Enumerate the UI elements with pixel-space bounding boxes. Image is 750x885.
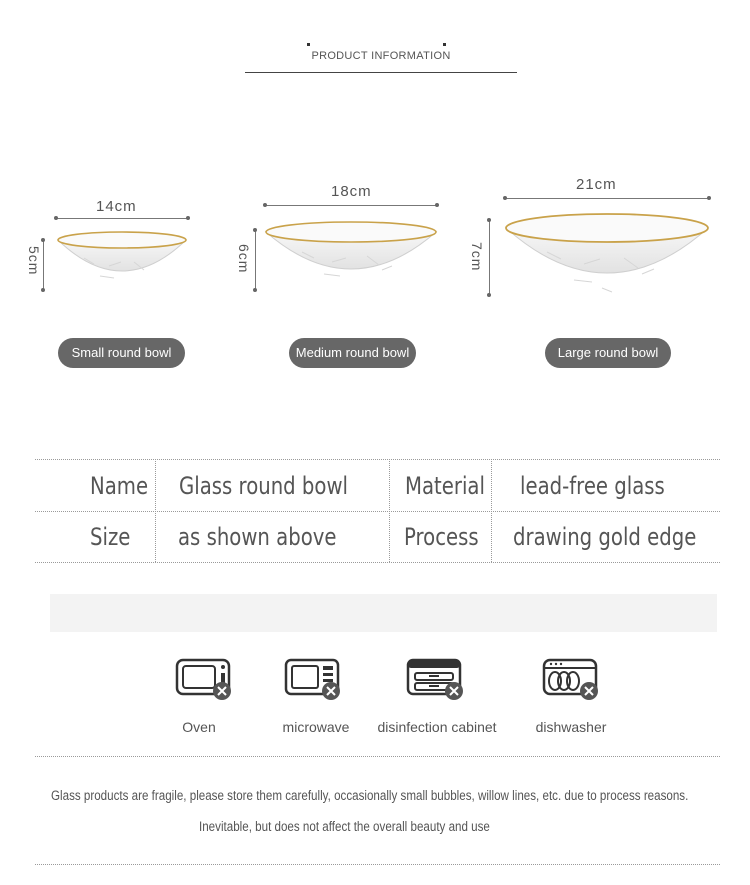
- microwave-icon: [284, 657, 344, 703]
- dishwasher-icon: [541, 657, 603, 703]
- spec-label-name: Name: [90, 472, 149, 500]
- spec-value-process: drawing gold edge: [513, 523, 697, 551]
- small-bowl-image: [54, 228, 190, 294]
- title-underline: [245, 72, 517, 73]
- care-note-continued: Inevitable, but does not affect the overall beauty and use: [199, 819, 490, 834]
- dim-endpoint: [41, 288, 45, 292]
- care-note: Glass products are fragile, please store them carefully, occasionally small bubbles, willow lines, etc. due to process reasons.: [51, 788, 689, 803]
- section-title: PRODUCT INFORMATION: [311, 50, 451, 62]
- dim-endpoint: [54, 216, 58, 220]
- small-bowl-width-line: [56, 218, 188, 219]
- table-divider: [35, 511, 720, 512]
- table-divider: [35, 459, 720, 460]
- section-divider: [35, 756, 720, 757]
- large-bowl-image: [502, 208, 712, 302]
- medium-bowl-width-line: [265, 205, 437, 206]
- spec-label-size: Size: [90, 523, 131, 551]
- medium-bowl-badge: Medium round bowl: [289, 338, 416, 368]
- dim-endpoint: [503, 196, 507, 200]
- microwave-label: microwave: [282, 719, 350, 735]
- small-bowl-badge: Small round bowl: [58, 338, 185, 368]
- dim-endpoint: [253, 288, 257, 292]
- large-bowl-badge: Large round bowl: [545, 338, 671, 368]
- spec-value-name: Glass round bowl: [179, 472, 349, 500]
- oven-label: Oven: [182, 719, 216, 735]
- dim-endpoint: [435, 203, 439, 207]
- spec-value-size: as shown above: [178, 523, 337, 551]
- separator-band: [50, 594, 717, 632]
- section-divider: [35, 864, 720, 865]
- medium-bowl-height-line: [255, 230, 256, 290]
- small-bowl-width: 14cm: [96, 198, 137, 215]
- disinfection-cabinet-label: disinfection cabinet: [377, 719, 497, 735]
- dim-endpoint: [707, 196, 711, 200]
- table-divider: [389, 459, 390, 562]
- spec-value-material: lead-free glass: [520, 472, 665, 500]
- dim-endpoint: [487, 218, 491, 222]
- dim-endpoint: [253, 228, 257, 232]
- small-bowl-height-line: [43, 240, 44, 290]
- medium-bowl-image: [262, 218, 440, 294]
- title-dot: [307, 43, 310, 46]
- dim-endpoint: [41, 238, 45, 242]
- dim-endpoint: [263, 203, 267, 207]
- spec-label-process: Process: [404, 523, 479, 551]
- dim-endpoint: [186, 216, 190, 220]
- dim-endpoint: [487, 293, 491, 297]
- large-bowl-height-line: [489, 220, 490, 295]
- large-bowl-width-line: [505, 198, 709, 199]
- dishwasher-label: dishwasher: [535, 719, 607, 735]
- table-divider: [155, 459, 156, 562]
- table-divider: [491, 459, 492, 562]
- small-bowl-height: 5cm: [26, 246, 42, 276]
- large-bowl-width: 21cm: [576, 176, 617, 193]
- table-divider: [35, 562, 720, 563]
- oven-icon: [175, 657, 235, 703]
- spec-label-material: Material: [405, 472, 485, 500]
- disinfection-cabinet-icon: [405, 657, 467, 703]
- medium-bowl-height: 6cm: [236, 244, 252, 274]
- title-dot: [443, 43, 446, 46]
- large-bowl-height: 7cm: [469, 242, 485, 272]
- medium-bowl-width: 18cm: [331, 183, 372, 200]
